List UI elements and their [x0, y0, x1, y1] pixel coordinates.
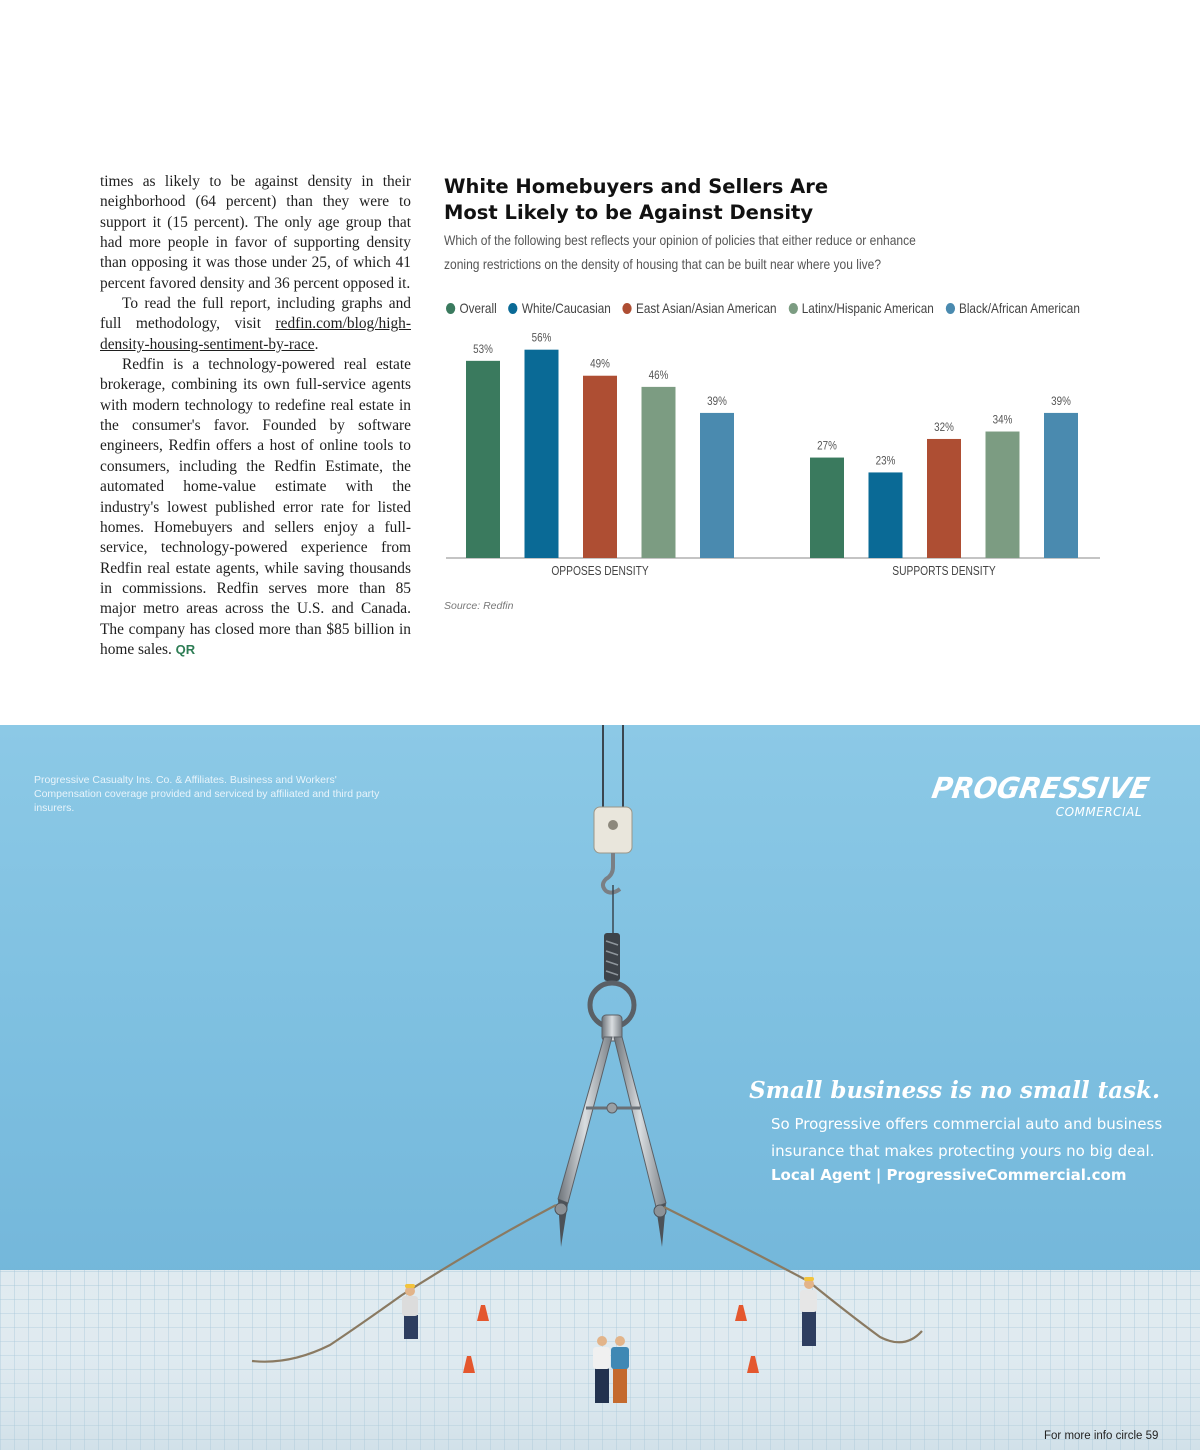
bar-1-2	[927, 439, 961, 558]
chart-subtitle-line-2: zoning restrictions on the density of housing that can be built near where you live?	[444, 256, 882, 272]
progressive-logo: PROGRESSIVE	[929, 771, 1152, 805]
drafting-compass-icon	[555, 1015, 666, 1247]
bar-chart	[440, 320, 1110, 590]
legend-item-3	[788, 300, 933, 316]
legend-label: Overall	[459, 300, 497, 316]
article-paragraph-3-text: Redfin is a technology-powered real estate brokerage, combining its own full-service agents with modern technology to redefine real estate in the consumer's favor. Founded by software engineers, Redfin offers a host of online tools to consumers, including the Redfin Estimate, the automated home-value estimate with the industry's lowest published error rate for listed homes. Homebuyers and sellers enjoy a full-service, technology-powered experience from Redfin real estate agents, while saving thousands in commissions. Redfin serves more than 85 major metro areas across the U.S. and Canada. The company has closed more than $85 billion in home sales.	[100, 356, 411, 658]
legend-dot-icon	[946, 303, 955, 314]
legend-dot-icon	[623, 303, 632, 314]
legend-item-4	[946, 300, 1080, 316]
progressive-advertisement	[0, 725, 1200, 1450]
bar-value-label-1-1: 23%	[875, 454, 896, 468]
crane-hook-icon	[594, 807, 632, 935]
legend-dot-icon	[508, 303, 517, 314]
report-link[interactable]: redfin.com/blog/high-density-housing-sentiment-by-race	[100, 315, 411, 353]
chart-title-line-1: White Homebuyers and Sellers Are	[444, 175, 829, 198]
bar-value-label-1-3: 34%	[992, 413, 1013, 427]
bar-1-4	[1044, 413, 1078, 558]
category-label-0: OPPOSES DENSITY	[551, 565, 649, 579]
chart-title	[444, 174, 964, 226]
bar-value-label-1-2: 32%	[934, 421, 954, 435]
bar-value-label-1-4: 39%	[1051, 395, 1071, 409]
bar-1-3	[986, 432, 1020, 558]
bar-value-label-0-2: 49%	[590, 357, 610, 372]
ad-body-line-1: So Progressive offers commercial auto and business	[771, 1115, 1163, 1133]
ad-headline: Small business is no small task.	[749, 1077, 1160, 1104]
category-label-1: SUPPORTS DENSITY	[892, 565, 996, 579]
spring-icon	[590, 933, 634, 1027]
article-paragraph-2-text: To read the full report, including graphs and full methodology, visit	[100, 295, 411, 333]
chart-legend	[446, 300, 1092, 320]
legend-item-1	[508, 300, 610, 316]
bar-0-1	[525, 350, 559, 558]
bar-0-4	[700, 413, 734, 558]
legend-dot-icon	[788, 303, 797, 314]
legend-label: Latinx/Hispanic American	[801, 300, 934, 316]
article-paragraph-3	[100, 355, 411, 660]
article-end-mark: QR	[175, 641, 196, 657]
ad-call-to-action[interactable]: Local Agent | ProgressiveCommercial.com	[771, 1166, 1127, 1184]
legend-label: Black/African American	[958, 300, 1080, 316]
article-paragraph-1: times as likely to be against density in their neighborhood (64 percent) than they were to support it (15 percent). The only age group that had more people in favor of supporting density than opposing it was those under 25, of which 41 percent favored density and 36 percent opposed it.	[100, 173, 411, 292]
chart-source: Source: Redfin	[444, 600, 514, 612]
chart-title-line-2: Most Likely to be Against Density	[444, 201, 814, 224]
bar-0-0	[466, 361, 500, 558]
ad-footnote: For more info circle 59	[1044, 1430, 1159, 1442]
bar-0-3	[642, 387, 676, 558]
bar-value-label-1-0: 27%	[817, 439, 837, 453]
legend-label: White/Caucasian	[521, 300, 611, 316]
bar-value-label-0-1: 56%	[531, 331, 552, 345]
chart-subtitle	[444, 228, 994, 276]
bar-1-1	[869, 472, 903, 558]
ad-body-line-2: insurance that makes protecting yours no big deal.	[771, 1142, 1155, 1160]
ad-body-copy	[771, 1111, 1171, 1165]
bar-value-label-0-0: 53%	[473, 342, 493, 357]
article-column	[100, 172, 411, 660]
chart-subtitle-line-1: Which of the following best reflects your opinion of policies that either reduce or enhance	[444, 232, 916, 248]
article-paragraph-2-end: .	[314, 335, 319, 353]
bar-1-0	[810, 458, 844, 558]
progressive-logo-subtitle: COMMERCIAL	[1055, 805, 1142, 819]
ad-disclaimer: Progressive Casualty Ins. Co. & Affiliates. Business and Workers' Compensation coverage provided and serviced by affiliated and third party insurers.	[34, 774, 380, 814]
legend-label: East Asian/Asian American	[635, 300, 777, 316]
crane-cables	[603, 725, 623, 807]
bar-0-2	[583, 376, 617, 558]
article-paragraph-2	[100, 294, 411, 355]
legend-item-0	[446, 300, 497, 316]
legend-item-2	[623, 300, 777, 316]
legend-dot-icon	[446, 303, 455, 314]
bar-value-label-0-4: 39%	[707, 395, 727, 409]
bar-value-label-0-3: 46%	[648, 369, 669, 383]
